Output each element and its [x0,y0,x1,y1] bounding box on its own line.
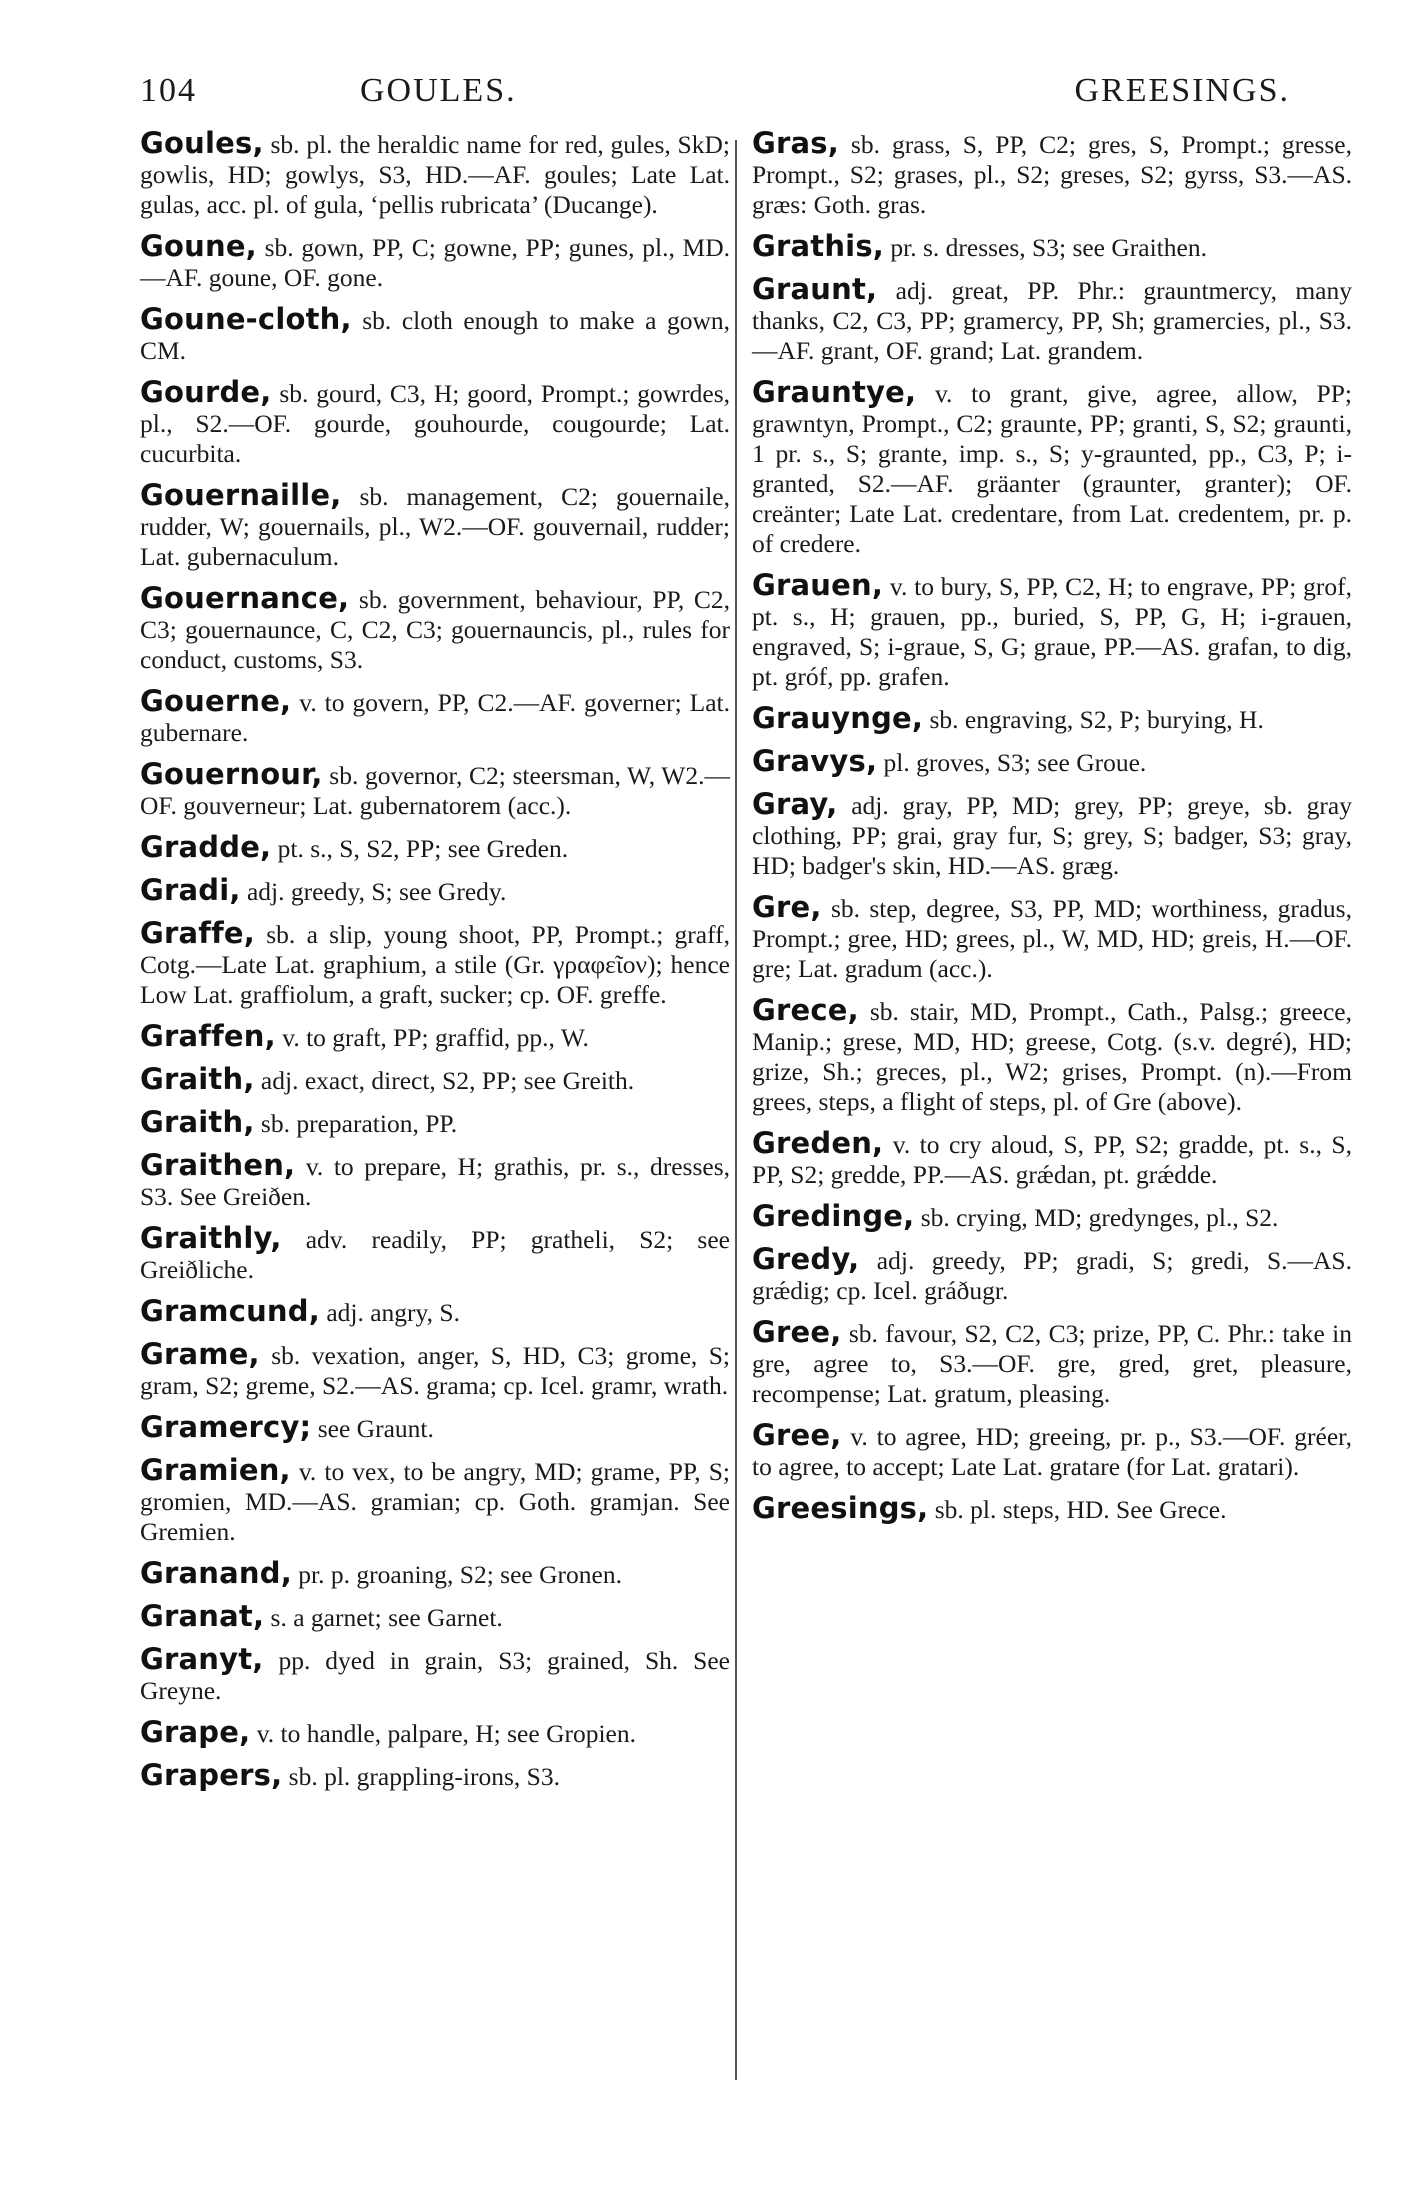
entry-definition: adj. exact, direct, S2, PP; see Greith. [254,1066,635,1095]
entry-headword: Graffe, [140,916,255,950]
dictionary-entry [140,1223,730,1285]
dictionary-entry [140,1339,730,1401]
entry-headword: Gouernance, [140,581,350,615]
entry-definition: s. a garnet; see Garnet. [264,1603,503,1632]
entry-definition: sb. pl. grappling-irons, S3. [282,1762,560,1791]
entry-headword: Gradde, [140,830,272,864]
dictionary-entry [140,1455,730,1547]
dictionary-entry [752,1128,1352,1190]
entry-definition: v. to prepare, H; grathis, pr. s., dresses, S3. See Greiðen. [140,1152,730,1211]
entry-definition: sb. crying, MD; gredynges, pl., S2. [914,1203,1279,1232]
page-number: 104 [140,72,197,109]
entry-definition: adj. angry, S. [319,1298,460,1327]
dictionary-entry [752,1244,1352,1306]
dictionary-entry [140,1644,730,1706]
entry-headword: Gray, [752,787,838,821]
entry-definition: sb. grass, S, PP, C2; gres, S, Prompt.; gresse, Prompt., S2; grases, pl., S2; greses, S2; gyrss, S3.—AS. græs: Goth. gras. [752,130,1352,219]
entry-headword: Gouerne, [140,684,292,718]
entry-definition: sb. pl. steps, HD. See Grece. [928,1495,1227,1524]
entry-definition: pl. groves, S3; see Groue. [877,748,1147,777]
dictionary-entry [140,1064,730,1096]
dictionary-entry [140,1150,730,1212]
dictionary-entry [752,1201,1352,1233]
entry-headword: Gramcund, [140,1294,320,1328]
entry-headword: Graith, [140,1062,255,1096]
dictionary-entry [140,1021,730,1053]
running-head-left: GOULES. [360,72,517,109]
entry-headword: Graunt, [752,272,878,306]
entry-definition: v. to govern, PP, C2.—AF. governer; Lat. gubernare. [140,688,730,747]
dictionary-entry [752,128,1352,220]
dictionary-entry [140,231,730,293]
dictionary-entry [752,1493,1352,1525]
entry-definition: sb. gown, PP, C; gowne, PP; gunes, pl., MD.—AF. goune, OF. gone. [140,233,730,292]
entry-headword: Granat, [140,1599,265,1633]
entry-definition: adj. greedy, S; see Gredy. [240,877,507,906]
entry-definition: pp. dyed in grain, S3; grained, Sh. See Greyne. [140,1646,730,1705]
entry-headword: Graithly, [140,1221,282,1255]
dictionary-entry [752,892,1352,984]
entry-headword: Gras, [752,126,839,160]
dictionary-entry [752,789,1352,881]
entry-headword: Grauntye, [752,375,917,409]
dictionary-entry [140,918,730,1010]
entry-definition: v. to handle, palpare, H; see Gropien. [250,1719,637,1748]
dictionary-entry [140,875,730,907]
dictionary-entry [752,703,1352,735]
entry-definition: pt. s., S, S2, PP; see Greden. [271,834,569,863]
dictionary-entry [140,480,730,572]
entry-definition: v. to grant, give, agree, allow, PP; grawntyn, Prompt., C2; graunte, PP; granti, S, S2; graunti, 1 pr. s., S; grante, imp. s., S; y-graunted, pp., C3, P; i-granted, S2.—AF. gräanter (graunter, granter); OF. creänter; Late Lat. credentare, from Lat. credentem, pr. p. of credere. [752,379,1352,558]
entry-definition: adj. gray, PP, MD; grey, PP; greye, sb. gray clothing, PP; grai, gray fur, S; grey, S; badger, S3; gray, HD; badger's skin, HD.—AS. græg. [752,791,1352,880]
left-column [140,128,730,1803]
entry-headword: Goune, [140,229,257,263]
entry-definition: sb. gourd, C3, H; goord, Prompt.; gowrdes, pl., S2.—OF. gourde, gouhourde, cougourde; Lat. cucurbita. [140,379,730,468]
entry-headword: Gredinge, [752,1199,915,1233]
entry-headword: Gree, [752,1315,842,1349]
entry-headword: Granand, [140,1556,292,1590]
entry-definition: adj. great, PP. Phr.: grauntmercy, many thanks, C2, C3, PP; gramercy, PP, Sh; gramercies, pl., S3.—AF. grant, OF. grand; Lat. grandem. [752,276,1352,365]
entry-headword: Goune-cloth, [140,302,352,336]
dictionary-entry [140,686,730,748]
entry-headword: Gree, [752,1418,842,1452]
entry-definition: sb. government, behaviour, PP, C2, C3; gouernaunce, C, C2, C3; gouernauncis, pl., rules for conduct, customs, S3. [140,585,730,674]
entry-definition: sb. preparation, PP. [254,1109,458,1138]
entry-definition: sb. step, degree, S3, PP, MD; worthiness, gradus, Prompt.; gree, HD; grees, pl., W, MD, HD; greis, H.—OF. gre; Lat. gradum (acc.). [752,894,1352,983]
entry-headword: Grauynge, [752,701,924,735]
entry-headword: Gre, [752,890,822,924]
running-head-right: GREESINGS. [1074,72,1290,109]
entry-headword: Gravys, [752,744,878,778]
dictionary-entry [140,1717,730,1749]
entry-headword: Gramercy; [140,1410,312,1444]
entry-headword: Gouernour, [140,757,323,791]
dictionary-entry [140,1107,730,1139]
entry-definition: sb. favour, S2, C2, C3; prize, PP, C. Phr.: take in gre, agree to, S3.—OF. gre, gred, gret, pleasure, recompense; Lat. gratum, pleasing. [752,1319,1352,1408]
entry-definition: v. to agree, HD; greeing, pr. p., S3.—OF. gréer, to agree, to accept; Late Lat. gratare (for Lat. gratari). [752,1422,1352,1481]
dictionary-entry [140,1760,730,1792]
dictionary-entry [140,583,730,675]
entry-headword: Gramien, [140,1453,291,1487]
entry-headword: Granyt, [140,1642,264,1676]
dictionary-entry [140,759,730,821]
entry-headword: Gouernaille, [140,478,342,512]
entry-headword: Grape, [140,1715,251,1749]
entry-headword: Gourde, [140,375,272,409]
entry-headword: Grapers, [140,1758,283,1792]
dictionary-entry [752,570,1352,692]
entry-definition: v. to bury, S, PP, C2, H; to engrave, PP; grof, pt. s., H; grauen, pp., buried, S, PP, G, H; i-grauen, engraved, S; i-graue, S, G; graue, PP.—AS. grafan, to dig, pt. gróf, pp. grafen. [752,572,1352,691]
running-head [140,72,1320,122]
dictionary-entry [752,995,1352,1117]
entry-headword: Grathis, [752,229,885,263]
column-divider [735,140,737,2080]
entry-headword: Greesings, [752,1491,929,1525]
dictionary-entry [140,1296,730,1328]
entry-definition: v. to vex, to be angry, MD; grame, PP, S; gromien, MD.—AS. gramian; cp. Goth. gramjan. See Gremien. [140,1457,730,1546]
entry-headword: Grauen, [752,568,884,602]
entry-headword: Gredy, [752,1242,860,1276]
dictionary-entry [752,377,1352,559]
dictionary-entry [140,1412,730,1444]
dictionary-entry [752,1317,1352,1409]
entry-headword: Greden, [752,1126,884,1160]
entry-definition: adj. greedy, PP; gradi, S; gredi, S.—AS. grǽdig; cp. Icel. gráðugr. [752,1246,1352,1305]
dictionary-entry [140,1601,730,1633]
entry-headword: Grame, [140,1337,260,1371]
entry-definition: sb. vexation, anger, S, HD, C3; grome, S; gram, S2; greme, S2.—AS. grama; cp. Icel. gramr, wrath. [140,1341,730,1400]
dictionary-entry [752,746,1352,778]
dictionary-entry [140,304,730,366]
entry-headword: Grece, [752,993,859,1027]
entry-definition: pr. p. groaning, S2; see Gronen. [291,1560,622,1589]
entry-definition: sb. a slip, young shoot, PP, Prompt.; graff, Cotg.—Late Lat. graphium, a stile (Gr. γραφεῖον); hence Low Lat. graffiolum, a graft, sucker; cp. OF. greffe. [140,920,730,1009]
dictionary-entry [140,377,730,469]
dictionary-entry [752,1420,1352,1482]
entry-definition: sb. management, C2; gouernaile, rudder, W; gouernails, pl., W2.—OF. gouvernail, rudder; Lat. gubernaculum. [140,482,730,571]
entry-headword: Gradi, [140,873,241,907]
entry-definition: sb. stair, MD, Prompt., Cath., Palsg.; greece, Manip.; grese, MD, HD; greese, Cotg. (s.v. degré), HD; grize, Sh.; greces, pl., W2; grises, Prompt. (n).—From grees, steps, a flight of steps, pl. of Gre (above). [752,997,1352,1116]
dictionary-entry [752,231,1352,263]
right-column [752,128,1352,1536]
dictionary-entry [140,128,730,220]
entry-definition: sb. governor, C2; steersman, W, W2.—OF. gouverneur; Lat. gubernatorem (acc.). [140,761,730,820]
entry-headword: Graithen, [140,1148,296,1182]
entry-headword: Graith, [140,1105,255,1139]
entry-definition: v. to graft, PP; graffid, pp., W. [275,1023,589,1052]
entry-headword: Goules, [140,126,264,160]
entry-definition: adv. readily, PP; gratheli, S2; see Greiðliche. [140,1225,730,1284]
entry-definition: sb. pl. the heraldic name for red, gules, SkD; gowlis, HD; gowlys, S3, HD.—AF. goules; Late Lat. gulas, acc. pl. of gula, ‘pellis rubricata’ (Ducange). [140,130,730,219]
entry-definition: sb. cloth enough to make a gown, CM. [140,306,730,365]
entry-definition: pr. s. dresses, S3; see Graithen. [884,233,1207,262]
dictionary-entry [752,274,1352,366]
entry-definition: see Graunt. [311,1414,434,1443]
entry-headword: Graffen, [140,1019,276,1053]
dictionary-entry [140,1558,730,1590]
entry-definition: sb. engraving, S2, P; burying, H. [923,705,1264,734]
entry-definition: v. to cry aloud, S, PP, S2; gradde, pt. s., S, PP, S2; gredde, PP.—AS. grǽdan, pt. grǽdde. [752,1130,1352,1189]
dictionary-entry [140,832,730,864]
